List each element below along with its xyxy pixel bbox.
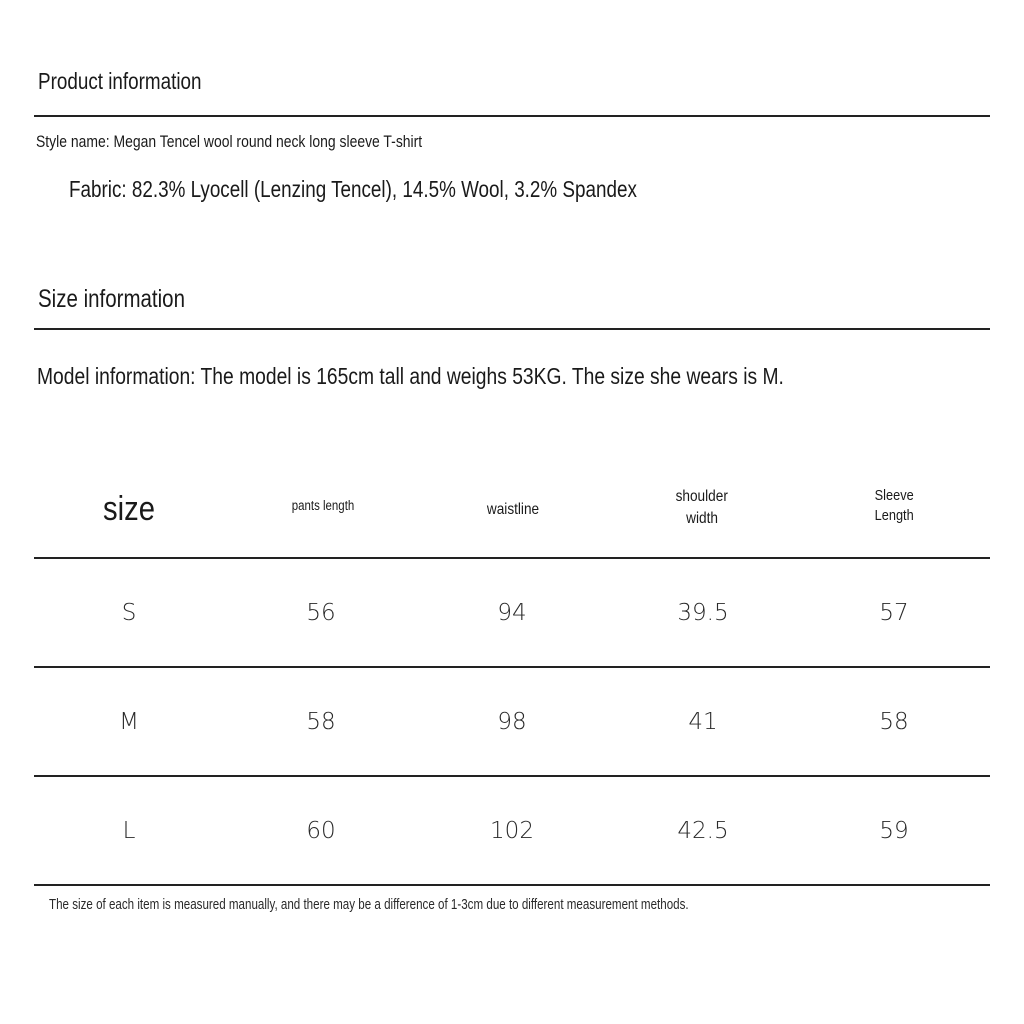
- cell-shoulder-width: 42.5: [677, 818, 729, 844]
- cell-waistline: 102: [490, 818, 534, 844]
- cell-waistline: 94: [497, 600, 527, 626]
- column-header-sleeve-length: Sleeve Length: [874, 488, 914, 524]
- cell-waistline: 98: [497, 709, 527, 735]
- model-information-text: Model information: The model is 165cm tall and weighs 53KG. The size she wears is M.: [37, 363, 784, 389]
- cell-sleeve-length: 58: [879, 709, 909, 735]
- fabric-text: Fabric: 82.3% Lyocell (Lenzing Tencel), 14.5% Wool, 3.2% Spandex: [69, 176, 637, 202]
- measurement-footnote: The size of each item is measured manually, and there may be a difference of 1-3cm due to different measurement methods.: [49, 897, 689, 913]
- cell-size: L: [122, 818, 136, 844]
- cell-pants-length: 56: [306, 600, 336, 626]
- table-rule: [34, 884, 990, 886]
- product-information-heading: Product information: [38, 68, 202, 94]
- table-rule: [34, 775, 990, 777]
- column-header-shoulder-width: shoulder width: [675, 488, 729, 527]
- cell-shoulder-width: 41: [688, 709, 718, 735]
- table-rule: [34, 557, 990, 559]
- size-information-heading: Size information: [38, 285, 185, 313]
- cell-pants-length: 60: [306, 818, 336, 844]
- cell-size: S: [121, 600, 137, 626]
- cell-sleeve-length: 59: [879, 818, 909, 844]
- table-rule: [34, 666, 990, 668]
- cell-sleeve-length: 57: [879, 600, 909, 626]
- cell-size: M: [119, 709, 139, 735]
- column-header-pants-length: pants length: [291, 498, 355, 513]
- divider: [34, 115, 990, 117]
- cell-shoulder-width: 39.5: [677, 600, 729, 626]
- cell-pants-length: 58: [306, 709, 336, 735]
- column-header-size: size: [102, 490, 156, 528]
- column-header-waistline: waistline: [486, 501, 540, 518]
- style-name-text: Style name: Megan Tencel wool round neck long sleeve T-shirt: [36, 132, 423, 151]
- divider: [34, 328, 990, 330]
